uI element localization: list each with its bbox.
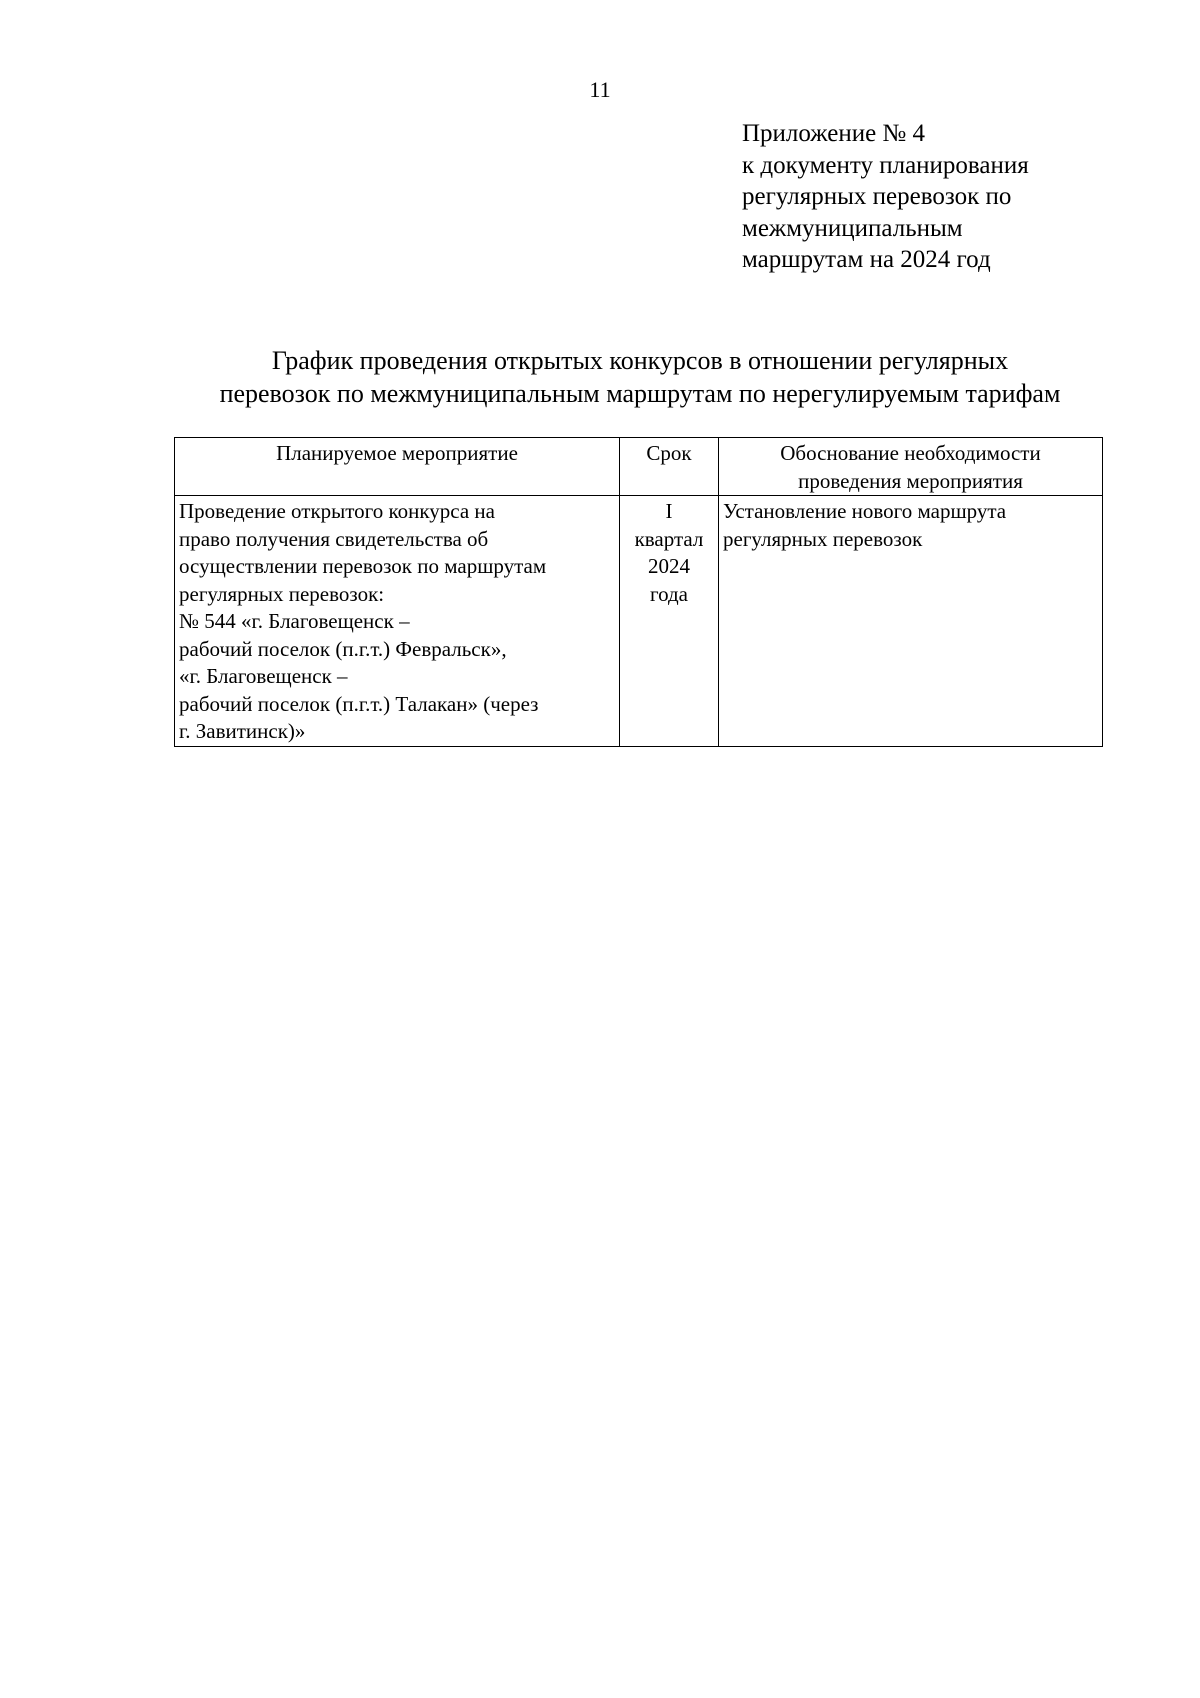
header-reason-line: проведения мероприятия	[798, 468, 1023, 493]
table-header-row	[175, 438, 1103, 496]
reason-line: регулярных перевозок	[723, 526, 923, 551]
reason-line: Установление нового маршрута	[723, 499, 1007, 523]
appendix-line: Приложение № 4	[742, 120, 926, 147]
document-title	[160, 344, 1120, 410]
header-term: Срок	[620, 438, 719, 496]
cell-term	[620, 496, 719, 747]
table-row	[175, 496, 1103, 747]
contest-schedule-table	[174, 437, 1103, 747]
cell-event	[175, 496, 620, 747]
event-line: г. Завитинск)»	[179, 719, 306, 743]
cell-reason	[719, 496, 1103, 747]
event-line: рабочий поселок (п.г.т.) Февральск»,	[179, 636, 507, 661]
term-line: I	[665, 499, 673, 523]
term-line: квартал	[634, 526, 704, 551]
event-line: рабочий поселок (п.г.т.) Талакан» (через	[179, 691, 539, 716]
event-line: осуществлении перевозок по маршрутам	[179, 554, 547, 578]
term-line: года	[650, 581, 688, 606]
event-line: Проведение открытого конкурса на	[179, 499, 495, 523]
header-event: Планируемое мероприятие	[175, 438, 620, 496]
appendix-line: к документу планирования	[742, 151, 1029, 179]
event-line: регулярных перевозок:	[179, 581, 385, 606]
title-line: График проведения открытых конкурсов в отношении регулярных	[271, 346, 1009, 375]
header-reason-line: Обоснование необходимости	[780, 441, 1041, 465]
event-line: № 544 «г. Благовещенск –	[179, 609, 410, 633]
page-number: 11	[589, 77, 611, 102]
appendix-note	[742, 118, 1162, 276]
title-line: перевозок по межмуниципальным маршрутам по нерегулируемым тарифам	[219, 379, 1061, 408]
appendix-line: регулярных перевозок по	[742, 183, 1012, 210]
header-reason	[719, 438, 1103, 496]
appendix-line: межмуниципальным	[742, 214, 963, 242]
appendix-line: маршрутам на 2024 год	[742, 246, 991, 273]
event-line: «г. Благовещенск –	[179, 664, 348, 688]
event-line: право получения свидетельства об	[179, 526, 489, 551]
term-line: 2024	[648, 554, 690, 578]
